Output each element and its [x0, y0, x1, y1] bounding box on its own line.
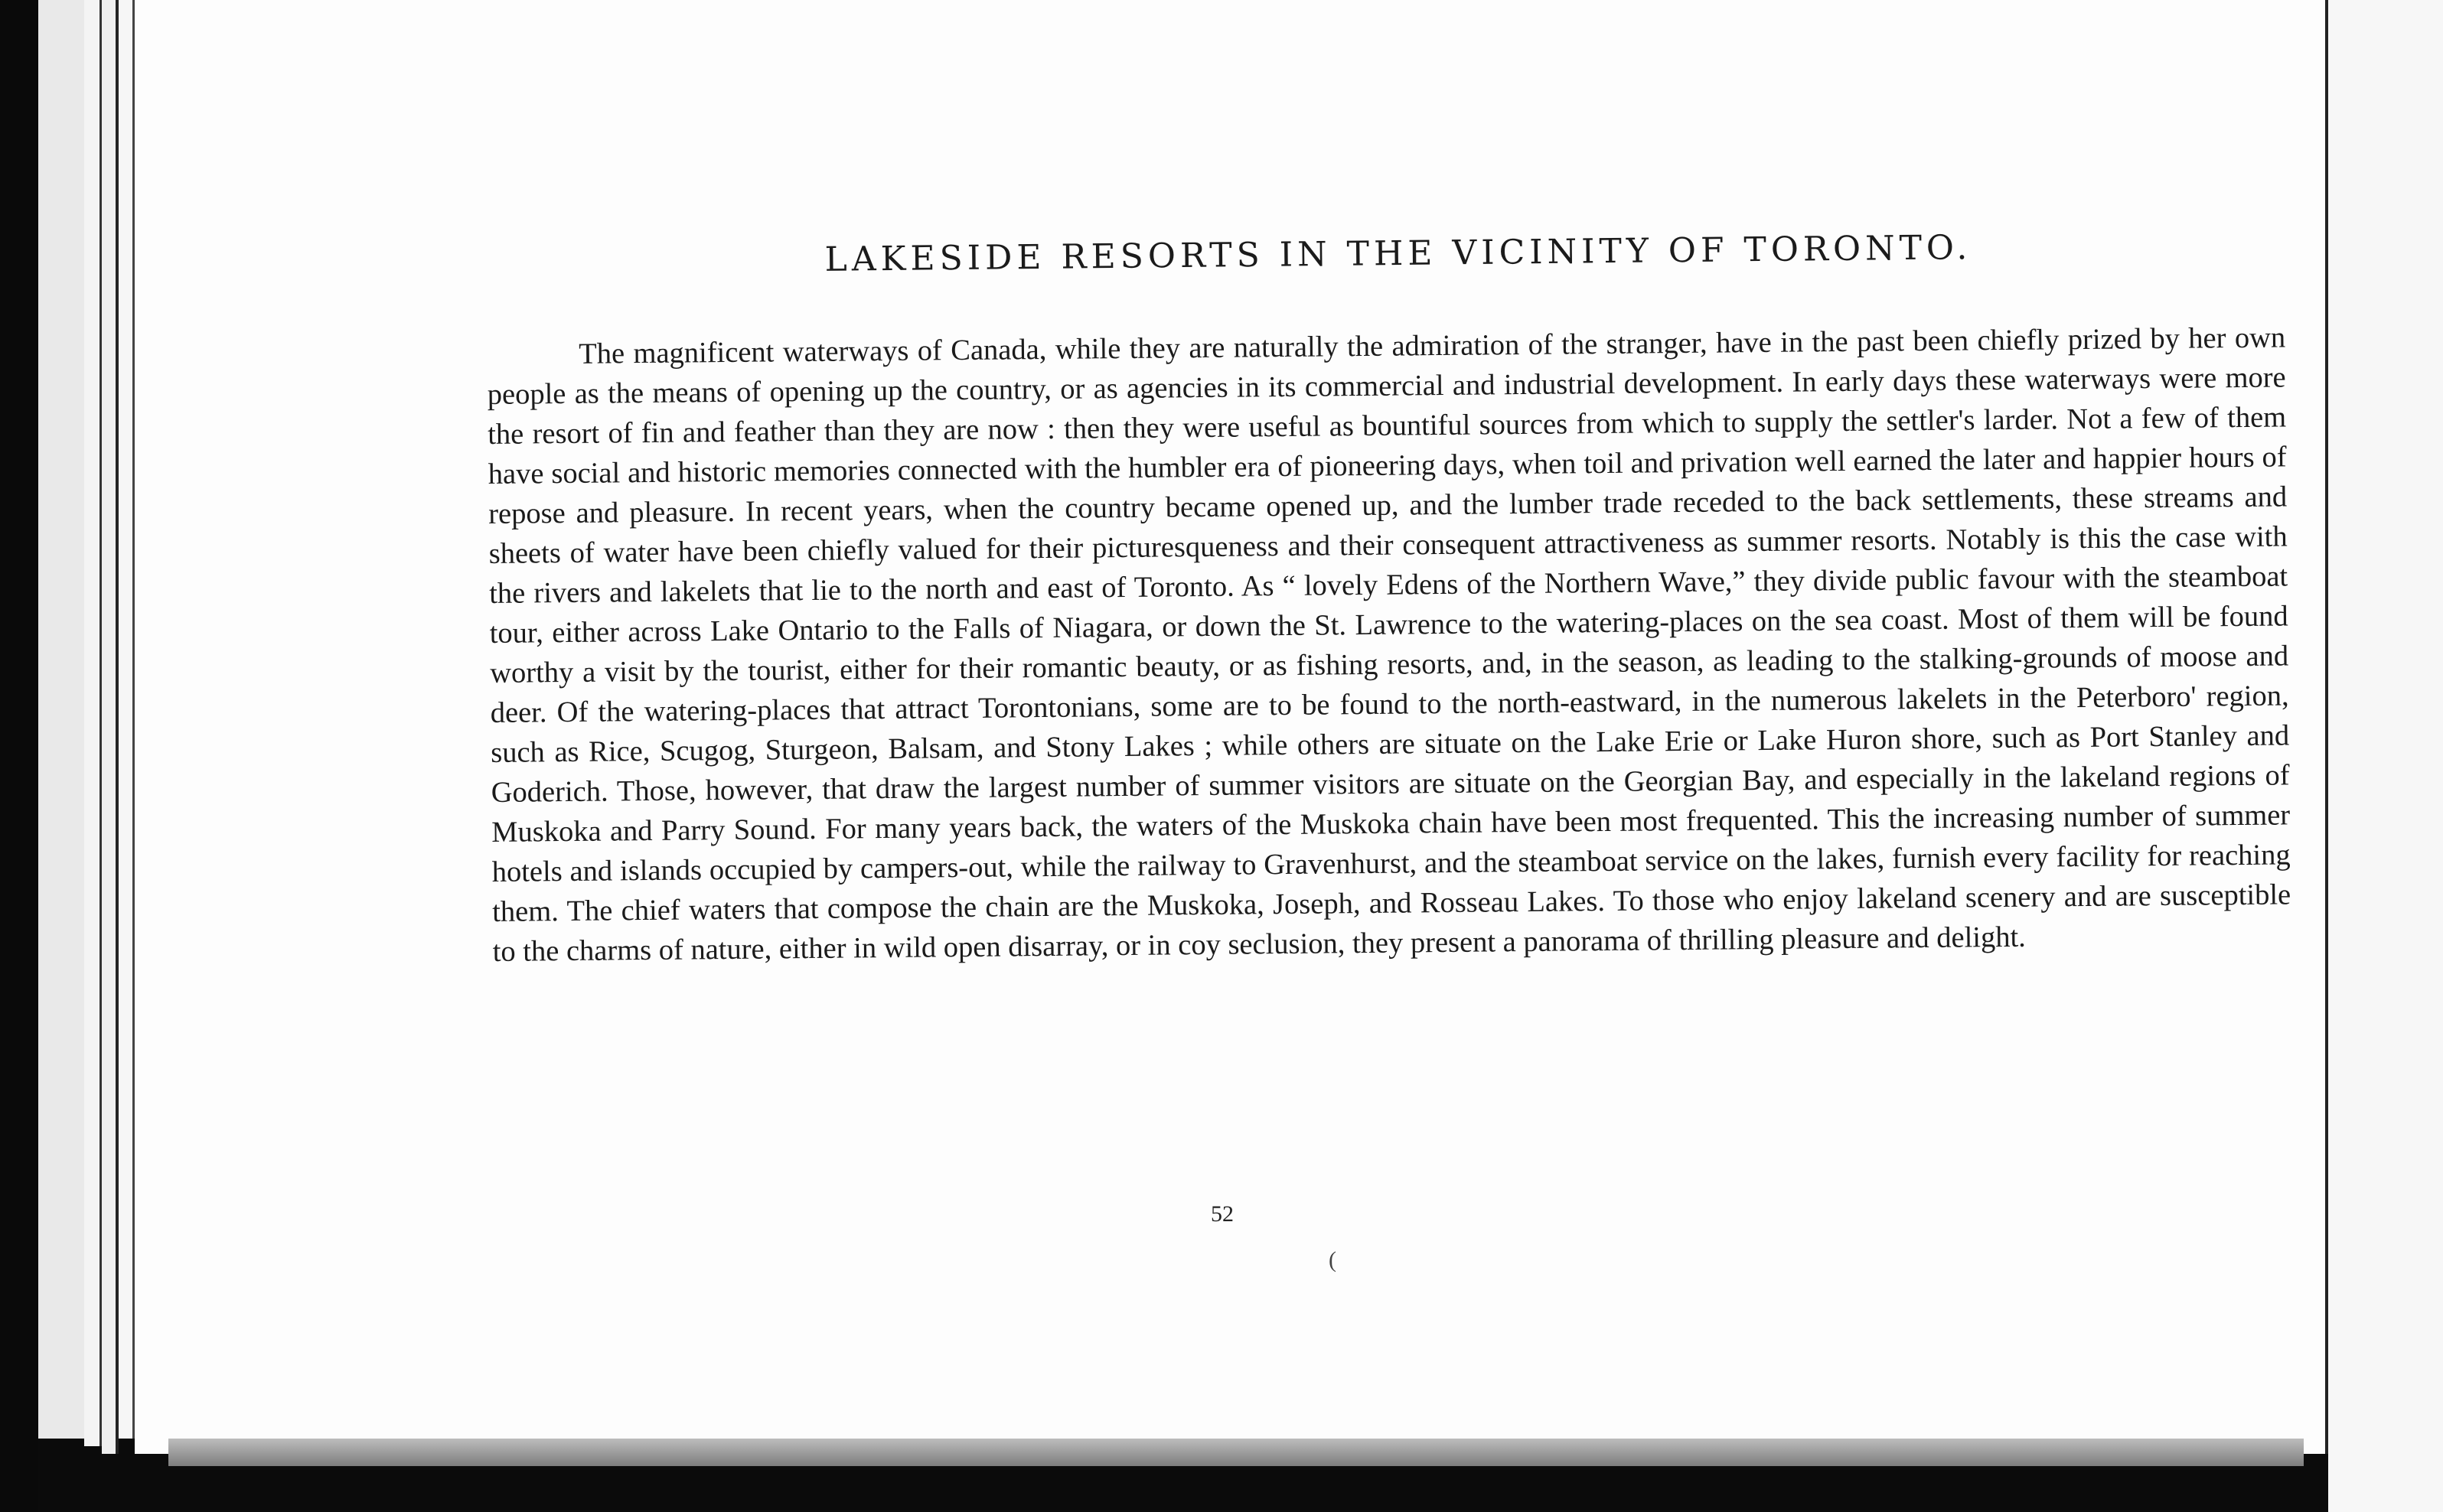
- page-title: LAKESIDE RESORTS IN THE VICINITY OF TORONTO.: [824, 228, 1972, 279]
- page-bottom-shadow: [168, 1439, 2304, 1466]
- body-paragraph: The magnificent waterways of Canada, while they are naturally the admiration of the stranger, have in the past been chiefly prized by her own people as the means of opening up the country, or as agencies in its commercial and industrial development. In early days these waterways were more the resort of fin and feather than they are now : then they were useful as bountiful sources from which to supply the settler's larder. Not a few of them have social and historic memories connected with the humbler era of pioneering days, when toil and privation well earned the later and happier hours of repose and pleasure. In recent years, when the country became opened up, and the lumber trade receded to the back settlements, these streams and sheets of water have been chiefly valued for their picturesqueness and their consequent attractiveness as summer resorts. Notably is this the case with the rivers and lakelets that lie to the north and east of Toronto. As “ lovely Edens of the Northern Wave,” they divide public favour with the steamboat tour, either across Lake Ontario to the Falls of Niagara, or down the St. Lawrence to the watering-places on the sea coast. Most of them will be found worthy a visit by the tourist, either for their romantic beauty, or as fishing resorts, and, in the season, as leading to the stalking-grounds of moose and deer. Of the watering-places that attract Torontonians, some are to be found to the north-eastward, in the numerous lakelets in the Peterboro' region, such as Rice, Scugog, Sturgeon, Balsam, and Stony Lakes ; while others are situate on the Lake Erie or Lake Huron shore, such as Port Stanley and Goderich. Those, however, that draw the largest number of summer visitors are situate on the Georgian Bay, and especially in the lakeland regions of Muskoka and Parry Sound. For many years back, the waters of the Muskoka chain have been most frequented. This the increasing number of summer hotels and islands occupied by campers-out, while the railway to Gravenhurst, and the steamboat service on the lakes, furnish every facility for reaching them. The chief waters that compose the chain are the Muskoka, Joseph, and Rosseau Lakes. To those who enjoy lakeland scenery and are susceptible to the charms of nature, either in wild open disarray, or in coy seclusion, they present a panorama of thrilling pleasure and delight.: [487, 321, 2291, 968]
- facing-page-edge: [2328, 0, 2443, 1512]
- page-edge: [84, 0, 102, 1446]
- page-edge: [38, 0, 86, 1439]
- scan-background-left: [0, 0, 38, 1512]
- page-number: 52: [1211, 1201, 1234, 1227]
- stray-mark: (: [1329, 1247, 1336, 1272]
- book-page: [135, 0, 2328, 1454]
- page-edge: [102, 0, 119, 1454]
